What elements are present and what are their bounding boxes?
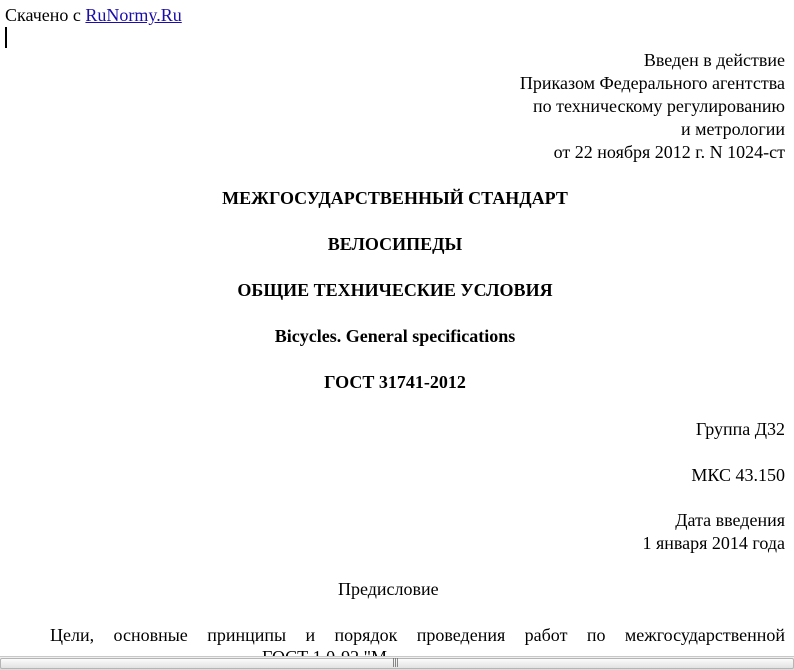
- approval-line-5: от 22 ноября 2012 г. N 1024-ст: [553, 142, 785, 162]
- foreword-paragraph-line-1: Цели, основные принципы и порядок проведения работ по межгосударственной: [50, 625, 785, 645]
- effective-date-label: Дата введения: [675, 510, 785, 530]
- standard-type-heading: МЕЖГОСУДАРСТВЕННЫЙ СТАНДАРТ: [222, 188, 568, 208]
- english-title: Bicycles. General specifications: [274, 326, 516, 346]
- approval-line-1: Введен в действие: [643, 50, 785, 70]
- text-cursor: [5, 27, 7, 48]
- title-heading: ВЕЛОСИПЕДЫ: [327, 234, 463, 254]
- scrollbar-thumb[interactable]: [0, 658, 794, 669]
- source-link[interactable]: RuNormy.Ru: [85, 5, 182, 25]
- foreword-title: Предисловие: [338, 579, 439, 599]
- effective-date-value: 1 января 2014 года: [642, 533, 785, 553]
- approval-line-4: и метрологии: [681, 119, 785, 139]
- standard-code: ГОСТ 31741-2012: [324, 372, 466, 392]
- horizontal-scrollbar[interactable]: [0, 656, 794, 670]
- grip-icon: |||: [392, 658, 399, 668]
- group-label: Группа Д32: [695, 419, 785, 439]
- approval-line-2: Приказом Федерального агентства: [519, 73, 785, 93]
- mks-label: МКС 43.150: [691, 465, 785, 485]
- approval-line-3: по техническому регулированию: [532, 96, 785, 116]
- source-prefix: Скачено с: [5, 5, 81, 25]
- source-line: [5, 4, 182, 26]
- subtitle-heading: ОБЩИЕ ТЕХНИЧЕСКИЕ УСЛОВИЯ: [237, 280, 553, 300]
